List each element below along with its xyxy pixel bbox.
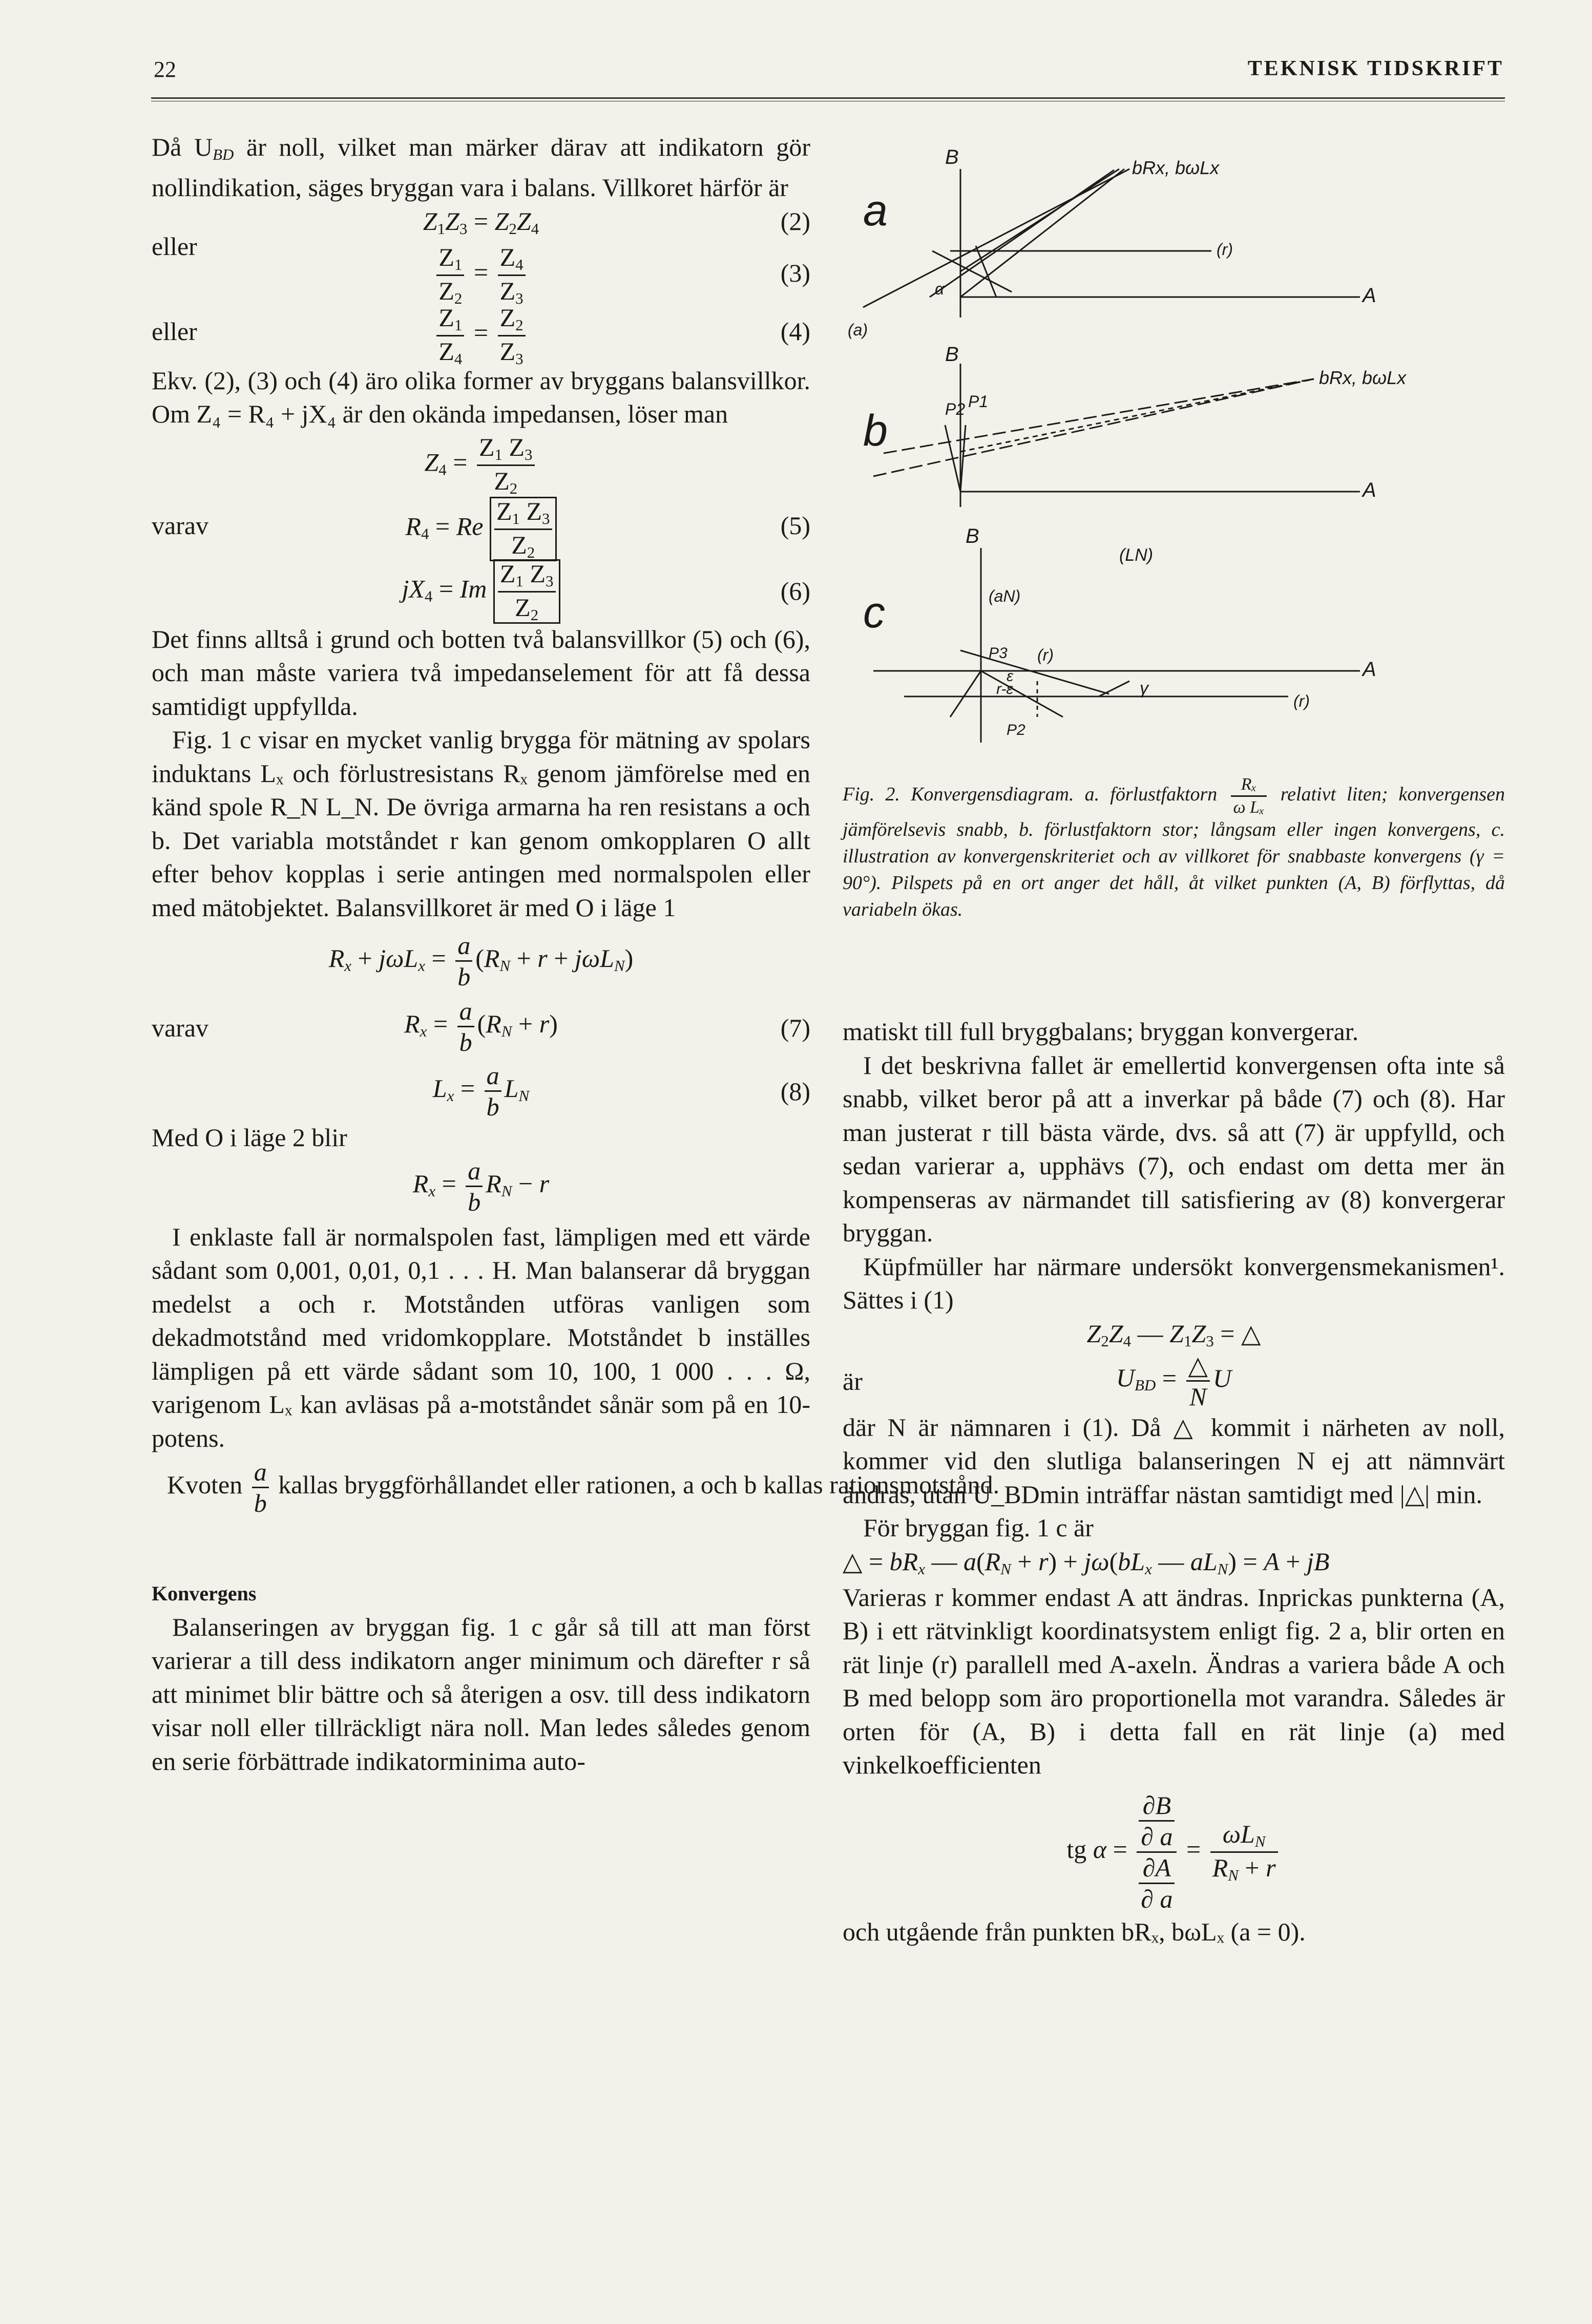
paragraph: Varieras r kommer endast A att ändras. Inprickas punkterna (A, B) i ett rätvinkligt koordinatsystem enligt fig. 2 a, blir orten en rät linje (r) parallell med A-axeln. Ändras a variera både A och B med belopp som äro proportionella mot varandra. Således är orten för (A, B) i detta fall en rät linje (a) med vinkelkoefficienten bbox=[843, 1582, 1505, 1779]
point-label: P1 bbox=[968, 392, 989, 411]
locus-a-label: (a) bbox=[848, 321, 868, 339]
section-heading: Konvergens bbox=[152, 1582, 257, 1605]
figure-label-a: a bbox=[863, 186, 888, 235]
page-number: 22 bbox=[154, 57, 176, 82]
equation-balance: $R_x + j\omega L_x$ = $\frac{a}{b}$ $(R_N + r + j\omega L_N)$ bbox=[328, 931, 634, 991]
equation-4: eller $\frac{Z_1}{Z_4}$ = $\frac{Z_2}{Z_3}$ (4) bbox=[152, 303, 810, 368]
locus-an-label: (aN) bbox=[989, 587, 1021, 605]
axis-label-b: B bbox=[945, 343, 959, 366]
point-label: P3 bbox=[989, 645, 1008, 662]
axis-label-a: A bbox=[1363, 284, 1376, 307]
equation-ubd: är $U_{BD}$ = △ N U bbox=[843, 1350, 1232, 1411]
paragraph: Küpfmüller har närmare undersökt konvergensmekanismen¹. Sättes i (1) bbox=[843, 1252, 1505, 1314]
locus-ln-label: (LN) bbox=[1119, 545, 1154, 565]
locus-r-label: (r) bbox=[1293, 692, 1310, 710]
paragraph: Det finns alltså i grund och botten två balansvillkor (5) och (6), och man måste variera två impedanselement för att få dessa samtidigt uppfyllda. bbox=[152, 624, 810, 721]
paragraph: I det beskrivna fallet är emellertid konvergensen ofta inte så snabb, vilket beror på att a inverkar på både (7) och (8). Har man justerat r till bästa värde, dvs. så att (7) är uppfylld, och sedan varierar a, upphävs (7), och endast om detta mer än kompenseras av närmandet till satisfiering av (8) konvergerar bryggan. bbox=[843, 1050, 1505, 1247]
axis-label-a: A bbox=[1363, 658, 1376, 681]
header-rule bbox=[151, 97, 1505, 99]
point-label: r-ε bbox=[996, 681, 1013, 698]
paragraph: I enklaste fall är normalspolen fast, lämpligen med ett värde sådant som 0,001, 0,01, 0,1 . . . H. Man balanserar då bryggan medelst a och r. Motstånden utföras vanligen som dekadmotstånd med vridomkopplare. Motståndet b inställes lämpligen på ett värde sådant som 10, 100, 1 000 . . . Ω, varigenom Lₓ kan avläsas på a-motståndet sånär som på en 10-potens. bbox=[152, 1222, 810, 1452]
point-label: P2 bbox=[1007, 722, 1025, 738]
convergence-diagram bbox=[843, 138, 1505, 778]
paragraph: Då $U_{BD}$ är noll, vilket man märker därav att indikatorn gör nollindikation, säges bryggan vara i balans. Villkoret härför är bbox=[152, 133, 810, 202]
equation-7: varav $R_x$ = $\frac{a}{b}$ $(R_N + r)$ (7) bbox=[152, 997, 810, 1057]
figure-label-c: c bbox=[863, 588, 885, 637]
paragraph: Balanseringen av bryggan fig. 1 c går så till att man först varierar a till dess indikatorn anger minimum och därefter r så att minimet blir bättre och så återigen a osv. till dess indikatorn visar noll eller tillräckligt nära noll. Man ledes således genom en serie förbättrade indikatorminima auto- bbox=[152, 1612, 810, 1776]
equation-6: $jX_4 = Im$ $\frac{Z_1 Z_3}{Z_2}$ (6) bbox=[402, 559, 810, 624]
ratio-paragraph: Kvoten $\frac{a}{b}$ kallas bryggförhållandet eller rationen, a och b kallas rationsmotstånd. bbox=[167, 1457, 1000, 1518]
equation-delta-expansion: △ = $bR_x$ — $a(R_N + r) + j\omega(bL_x$ — $aL_N) = A$ + jB bbox=[843, 1547, 1330, 1578]
paragraph: Ekv. (2), (3) och (4) äro olika former av bryggans balansvillkor. Om Z₄ = R₄ + jX₄ är den okända impedansen, löser man bbox=[152, 366, 810, 429]
right-column bbox=[843, 1015, 1505, 1949]
axis-label-b: B bbox=[966, 525, 979, 547]
point-label: bRx, bωLx bbox=[1319, 367, 1407, 388]
equation-8: $L_x$ = $\frac{a}{b}$ $L_N$ (8) bbox=[432, 1061, 810, 1122]
paragraph: och utgående från punkten bRₓ, bωLₓ (a = 0). bbox=[843, 1917, 1306, 1946]
figure-label-b: b bbox=[863, 406, 888, 455]
equation-5: varav $R_4 = Re$ $\frac{Z_1 Z_3}{Z_2}$ (5) bbox=[152, 496, 810, 561]
paragraph: Med O i läge 2 blir bbox=[152, 1123, 347, 1152]
equation-tg-alpha: tg α = $\frac{\frac{\partial B}{\partial a}}{\frac{\partial A}{\partial a}}$ = $\omega L_N$ $R_N + r$ bbox=[843, 1782, 1505, 1915]
equation-rx2: $R_x$ = $\frac{a}{b}$ $R_N - r$ bbox=[412, 1156, 550, 1216]
point-label: P2 bbox=[945, 400, 966, 418]
paragraph: För bryggan fig. 1 c är bbox=[863, 1513, 1094, 1542]
journal-title: TEKNISK TIDSKRIFT bbox=[1247, 57, 1504, 80]
locus-r-label: (r) bbox=[1037, 646, 1054, 664]
equation-delta: $Z_2Z_4$ — $Z_1Z_3$ = △ bbox=[1086, 1319, 1261, 1350]
paragraph: Fig. 1 c visar en mycket vanlig brygga för mätning av spolars induktans Lₓ och förlustresistans Rₓ genom jämförelse med en känd spole R_N L_N. De övriga armarna ha ren resistans a och b. Det variabla motståndet r kan genom omkopplaren O allt efter behov kopplas i serie antingen med normalspolen eller med mätobjektet. Balansvillkoret är med O i läge 1 bbox=[152, 725, 810, 922]
equation-3: eller $\frac{Z_1}{Z_2}$ = $\frac{Z_4}{Z_3}$ (3) bbox=[152, 231, 810, 307]
paragraph: matiskt till full bryggbalans; bryggan konvergerar. bbox=[843, 1017, 1359, 1046]
equation-2: $Z_1Z_3 = Z_2Z_4$ (2) bbox=[423, 206, 810, 238]
equation-z4: $Z_4$ = $\frac{Z_1 Z_3}{Z_2}$ bbox=[152, 431, 810, 494]
point-label: bRx, bωLx bbox=[1132, 157, 1220, 178]
gamma-label: γ bbox=[1140, 679, 1148, 698]
locus-r-label: (r) bbox=[1217, 240, 1233, 259]
epsilon-label: ε bbox=[1007, 668, 1014, 685]
paragraph: där N är nämnaren i (1). Då △ kommit i närheten av noll, kommer vid den slutliga balanseringen N ej att nämnvärt ändras, utan U_BDmin inträffar nästan samtidigt med |△| min. bbox=[843, 1412, 1505, 1509]
axis-label-a: A bbox=[1363, 479, 1376, 501]
figure-caption: Fig. 2. Konvergensdiagram. a. förlustfaktorn $\frac{\text{Rₓ}}{\text{ω Lₓ}}$ relativt liten; konvergensen jämförelsevis snabb, b. förlustfaktorn stor; långsam eller ingen konvergens, c. illustration av konvergenskriteriet och av villkoret för snabbaste konvergens (γ = 90°). Pilspets på en ort anger det håll, åt vilket punkten (A, B) förflyttas, då variabeln ökas. bbox=[843, 775, 1505, 920]
angle-label: α bbox=[935, 280, 945, 298]
axis-label-b: B bbox=[945, 146, 959, 168]
